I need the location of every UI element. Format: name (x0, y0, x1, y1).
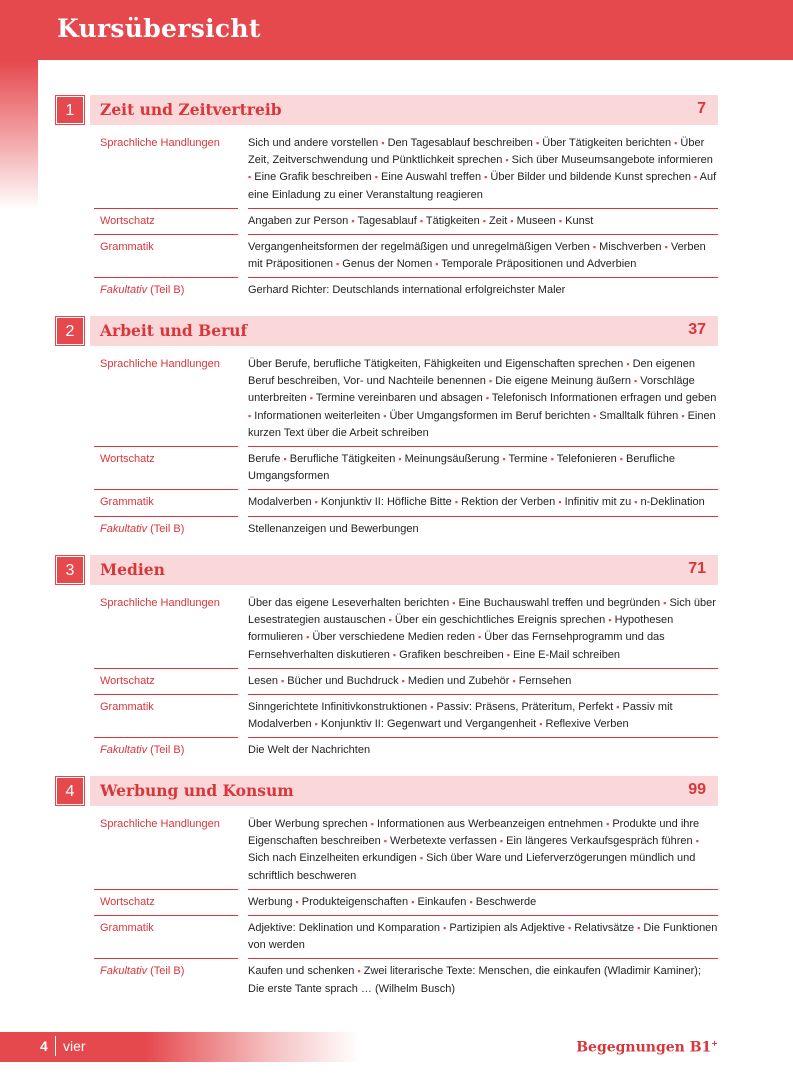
footer-band (0, 1032, 360, 1062)
bullet-separator: ▪ (593, 410, 597, 421)
bullet-separator: ▪ (485, 393, 490, 404)
row-label: Grammatik (56, 695, 248, 738)
bullet-separator: ▪ (309, 393, 313, 404)
bullet-separator: ▪ (567, 923, 572, 934)
row-text: Lesen ▪ Bücher und Buchdruck ▪ Medien und Zubehör ▪ Fernsehen (248, 669, 718, 695)
unit-header (56, 555, 718, 585)
row-sprachliche-handlungen (56, 591, 718, 669)
row-label: Wortschatz (56, 209, 248, 235)
row-label (56, 517, 248, 542)
bullet-separator: ▪ (558, 215, 563, 226)
bullet-separator: ▪ (626, 359, 630, 369)
unit-title-bar (90, 316, 718, 346)
label-italic: Fakultativ (100, 744, 148, 757)
row-fakultativ (56, 959, 718, 1001)
bullet-separator: ▪ (398, 454, 402, 465)
row-label (56, 278, 248, 303)
row-fakultativ (56, 278, 718, 303)
unit-number: 4 (56, 777, 84, 805)
row-sprachliche-handlungen (56, 131, 718, 209)
row-wortschatz (56, 209, 718, 235)
label-rest: (Teil B) (147, 284, 185, 297)
bullet-separator: ▪ (637, 923, 641, 934)
unit-4 (56, 776, 718, 1002)
row-text: Sinngerichtete Infinitivkonstruktionen ▪ Passiv: Präsens, Präteritum, Perfekt ▪ Passiv mit Modalverben ▪ Konjunktiv II: Gegenwart und Vergangenheit ▪ Reflexive Verben (248, 695, 718, 738)
row-grammatik (56, 916, 718, 959)
row-grammatik (56, 235, 718, 278)
bullet-separator: ▪ (484, 172, 488, 183)
row-text: Berufe ▪ Berufliche Tätigkeiten ▪ Meinungsäußerung ▪ Termine ▪ Telefonieren ▪ Berufliche Umgangsformen (248, 447, 718, 490)
bullet-separator: ▪ (558, 497, 562, 508)
row-label: Grammatik (56, 235, 248, 278)
unit-title: Zeit und Zeitvertreib (100, 100, 282, 119)
brand-name: Begegnungen B1 (576, 1039, 712, 1056)
bullet-separator: ▪ (401, 675, 405, 686)
bullet-separator: ▪ (505, 155, 509, 166)
bullet-separator: ▪ (681, 410, 685, 421)
unit-title-bar (90, 555, 718, 585)
footer-page-word: vier (63, 1038, 86, 1054)
bullet-separator: ▪ (535, 138, 540, 148)
bullet-separator: ▪ (634, 376, 638, 387)
bullet-separator: ▪ (634, 497, 638, 508)
bullet-separator: ▪ (314, 497, 318, 508)
bullet-separator: ▪ (419, 215, 424, 226)
bullet-separator: ▪ (314, 719, 318, 730)
bullet-separator: ▪ (357, 966, 361, 977)
bullet-separator: ▪ (281, 675, 285, 686)
row-text: Über Berufe, berufliche Tätigkeiten, Fähigkeiten und Eigenschaften sprechen ▪ Den eigenen Beruf beschreiben, Vor- und Nachteile benennen ▪ Die eigene Meinung äußern ▪ Vorschläge unterbreiten ▪ Termine vereinbaren und absagen ▪ Telefonisch Informationen erfragen und geben ▪ Informationen weiterleiten ▪ Über Umgangsformen im Beruf berichten ▪ Smalltalk führen ▪ Einen kurzen Text über die Arbeit schreiben (248, 352, 718, 447)
row-label: Sprachliche Handlungen (56, 131, 248, 209)
bullet-separator: ▪ (482, 215, 486, 226)
bullet-separator: ▪ (606, 819, 610, 829)
footer-divider (55, 1036, 56, 1056)
bullet-separator: ▪ (502, 454, 506, 465)
bullet-separator: ▪ (608, 615, 612, 626)
bullet-separator: ▪ (295, 896, 299, 907)
row-label: Wortschatz (56, 669, 248, 695)
row-grammatik (56, 490, 718, 516)
label-italic: Fakultativ (100, 284, 148, 297)
bullet-separator: ▪ (392, 649, 397, 660)
unit-number: 1 (56, 96, 84, 124)
bullet-separator: ▪ (478, 632, 482, 643)
row-text: Kaufen und schenken ▪ Zwei literarische Texte: Menschen, die einkaufen (Wladimir Kaminer); Die erste Tante sprach … (Wilhelm Busch) (248, 965, 702, 995)
row-label: Wortschatz (56, 447, 248, 490)
row-text: Die Welt der Nachrichten (248, 744, 371, 757)
bullet-separator: ▪ (383, 836, 387, 847)
bullet-separator: ▪ (435, 259, 439, 270)
bullet-separator: ▪ (488, 376, 493, 387)
row-label: Grammatik (56, 490, 248, 516)
unit-page: 7 (697, 100, 706, 117)
bullet-separator: ▪ (550, 454, 554, 465)
brand-logo (576, 1038, 718, 1056)
row-text: Stellenanzeigen und Bewerbungen (248, 522, 419, 535)
unit-2 (56, 316, 718, 542)
row-label: Grammatik (56, 916, 248, 959)
row-text: Angaben zur Person ▪ Tagesablauf ▪ Tätigkeiten ▪ Zeit ▪ Museen ▪ Kunst (248, 209, 718, 235)
bullet-separator: ▪ (663, 598, 667, 608)
unit-3 (56, 555, 718, 764)
bullet-separator: ▪ (539, 719, 543, 730)
bullet-separator: ▪ (616, 702, 620, 713)
row-sprachliche-handlungen (56, 352, 718, 447)
row-text: Vergangenheitsformen der regelmäßigen und unregelmäßigen Verben ▪ Mischverben ▪ Verben mit Präpositionen ▪ Genus der Nomen ▪ Temporale Präpositionen und Adverbien (248, 235, 718, 278)
bullet-separator: ▪ (506, 649, 510, 660)
row-fakultativ (56, 738, 718, 763)
bullet-separator: ▪ (248, 410, 252, 421)
row-wortschatz (56, 447, 718, 490)
row-text: Adjektive: Deklination und Komparation ▪ Partizipien als Adjektive ▪ Relativsätze ▪ Die Funktionen von werden (248, 916, 718, 959)
bullet-separator: ▪ (383, 410, 387, 421)
bullet-separator: ▪ (430, 702, 434, 713)
row-grammatik (56, 695, 718, 738)
bullet-separator: ▪ (443, 923, 447, 934)
bullet-separator: ▪ (388, 615, 392, 626)
bullet-separator: ▪ (592, 242, 597, 253)
bullet-separator: ▪ (499, 836, 504, 847)
bullet-separator: ▪ (694, 172, 698, 183)
bullet-separator: ▪ (452, 598, 456, 608)
footer-page-number: 4 (40, 1038, 48, 1054)
label-rest: (Teil B) (147, 744, 185, 757)
row-label: Sprachliche Handlungen (56, 591, 248, 669)
label-italic: Fakultativ (100, 965, 148, 978)
row-wortschatz (56, 890, 718, 916)
label-rest: (Teil B) (147, 522, 185, 535)
bullet-separator: ▪ (306, 632, 310, 643)
unit-page: 99 (688, 781, 706, 798)
row-text: Über das eigene Leseverhalten berichten ▪ Eine Buchauswahl treffen und begründen ▪ Sich über Lesestrategien austauschen ▪ Über ein geschichtliches Ereignis sprechen ▪ Hypothesen formulieren ▪ Über verschiedene Medien reden ▪ Über das Fernsehprogramm und das Fernsehverhalten diskutieren ▪ Grafiken beschreiben ▪ Eine E-Mail schreiben (248, 591, 718, 669)
bullet-separator: ▪ (512, 675, 516, 686)
row-label (56, 959, 248, 1001)
bullet-separator: ▪ (619, 454, 623, 465)
bullet-separator: ▪ (454, 497, 459, 508)
unit-title-bar (90, 776, 718, 806)
unit-header (56, 776, 718, 806)
page-title: Kursübersicht (57, 14, 261, 43)
bullet-separator: ▪ (283, 454, 287, 465)
unit-header (56, 95, 718, 125)
unit-number: 2 (56, 317, 84, 345)
row-label (56, 738, 248, 763)
bullet-separator: ▪ (248, 172, 252, 183)
bullet-separator: ▪ (381, 138, 385, 148)
row-text: Gerhard Richter: Deutschlands international erfolgreichster Maler (248, 284, 566, 297)
bullet-separator: ▪ (695, 836, 699, 847)
row-text: Über Werbung sprechen ▪ Informationen aus Werbeanzeigen entnehmen ▪ Produkte und ihre Eigenschaften beschreiben ▪ Werbetexte verfassen ▪ Ein längeres Verkaufsgespräch führen ▪ Sich nach Einzelheiten erkundigen ▪ Sich über Ware und Lieferverzögerungen mündlich und schriftlich beschweren (248, 812, 718, 890)
bullet-separator: ▪ (374, 172, 378, 183)
unit-1 (56, 95, 718, 304)
row-label: Wortschatz (56, 890, 248, 916)
bullet-separator: ▪ (336, 259, 340, 270)
row-wortschatz (56, 669, 718, 695)
row-label: Sprachliche Handlungen (56, 812, 248, 890)
unit-title: Werbung und Konsum (100, 781, 294, 800)
label-rest: (Teil B) (147, 965, 185, 978)
row-text: Werbung ▪ Produkteigenschaften ▪ Einkaufen ▪ Beschwerde (248, 890, 718, 916)
label-italic: Fakultativ (100, 522, 148, 535)
row-text: Modalverben ▪ Konjunktiv II: Höfliche Bitte ▪ Rektion der Verben ▪ Infinitiv mit zu ▪ n-Deklination (248, 490, 718, 516)
unit-title-bar (90, 95, 718, 125)
unit-title: Arbeit und Beruf (100, 321, 248, 340)
row-fakultativ (56, 517, 718, 542)
bullet-separator: ▪ (351, 215, 355, 226)
unit-title: Medien (100, 560, 165, 579)
bullet-separator: ▪ (664, 242, 668, 253)
bullet-separator: ▪ (370, 819, 374, 829)
header-side-gradient (0, 60, 38, 210)
unit-number: 3 (56, 556, 84, 584)
bullet-separator: ▪ (510, 215, 514, 226)
bullet-separator: ▪ (674, 138, 678, 148)
row-text: Sich und andere vorstellen ▪ Den Tagesablauf beschreiben ▪ Über Tätigkeiten berichten ▪ Über Zeit, Zeitverschwendung und Pünktlichkeit sprechen ▪ Sich über Museumsangebote informieren ▪ Eine Grafik beschreiben ▪ Eine Auswahl treffen ▪ Über Bilder und bildende Kunst sprechen ▪ Auf eine Einladung zu einer Veranstaltung reagieren (248, 131, 718, 209)
bullet-separator: ▪ (419, 853, 424, 864)
row-sprachliche-handlungen (56, 812, 718, 890)
row-label: Sprachliche Handlungen (56, 352, 248, 447)
unit-page: 37 (688, 321, 706, 338)
unit-page: 71 (688, 560, 706, 577)
bullet-separator: ▪ (469, 896, 473, 907)
unit-header (56, 316, 718, 346)
brand-sup: + (711, 1038, 718, 1048)
bullet-separator: ▪ (411, 896, 415, 907)
